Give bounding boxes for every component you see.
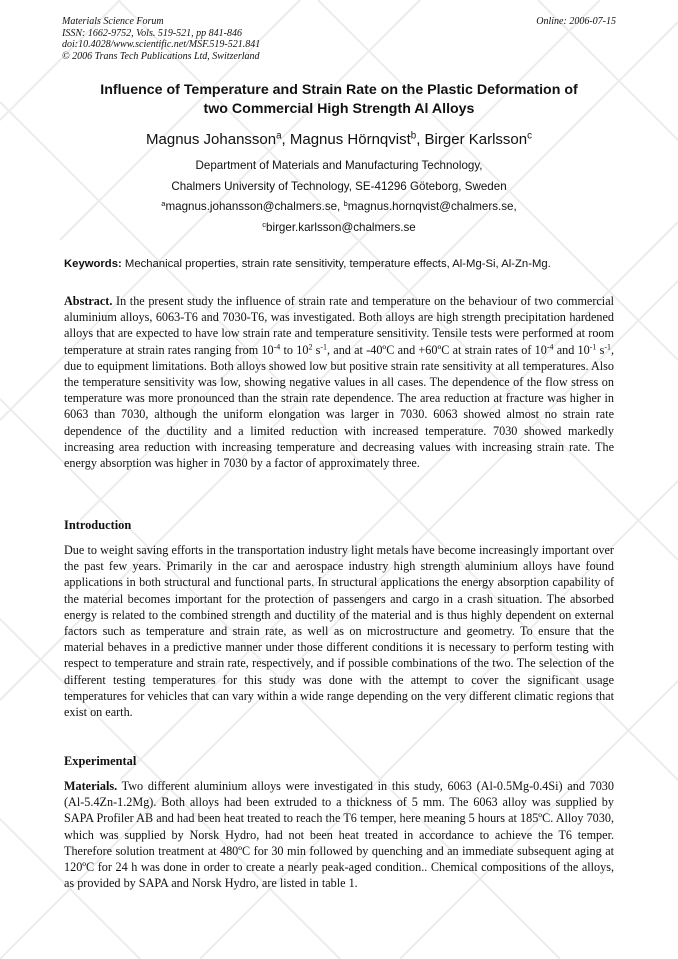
journal-header	[62, 16, 260, 62]
superscript: -4	[546, 342, 554, 352]
abstract-text: s	[596, 342, 605, 357]
superscript: -1	[604, 342, 611, 352]
affiliation-university: Chalmers University of Technology, SE-41296 Göteborg, Sweden	[171, 180, 507, 193]
issn-line: ISSN: 1662-9752, Vols. 519-521, pp 841-846	[62, 27, 242, 39]
abstract-label: Abstract.	[64, 294, 113, 308]
abstract-text: , and at -40ºC and +60ºC at strain rates of 10	[327, 342, 547, 357]
experimental-heading: Experimental	[64, 754, 137, 768]
author-affil-mark: c	[527, 130, 532, 142]
abstract-paragraph	[64, 293, 614, 471]
journal-name: Materials Science Forum	[62, 16, 164, 27]
keywords-label: Keywords:	[64, 258, 122, 270]
affiliation-department: Department of Materials and Manufacturing Technology,	[195, 159, 483, 172]
author-list	[62, 131, 616, 148]
copyright-line: © 2006 Trans Tech Publications Ltd, Switzerland	[62, 50, 260, 62]
online-date: Online: 2006-07-15	[536, 16, 616, 27]
author-affil-mark: b	[410, 130, 417, 142]
title-line-1: Influence of Temperature and Strain Rate on the Plastic Deformation of	[100, 82, 578, 98]
superscript: -1	[320, 342, 328, 352]
abstract-text: s	[312, 342, 321, 357]
email-mark: a	[161, 198, 166, 208]
abstract-text: , due to equipment limitations. Both alloys showed low but positive strain rate sensitivity at all temperatures. Also the temperature sensitivity was low, showing negative values in all cases. The dependence of the flow stress on temperature was more pronounced than the strain rate dependence. The area reduction at fracture was higher in 6063 than 7030, although the uniform elongation was larger in 7030. 6063 showed almost no strain rate dependence of the ductility and a limited reduction with increased temperature. 7030 showed markedly increasing area reduction with increasing temperature and decreasing values with increasing strain rate. The energy absorption was higher in 7030 by a factor of approximately three.	[64, 342, 614, 471]
keywords-text: Mechanical properties, strain rate sensitivity, temperature effects, Al-Mg-Si, Al-Zn-Mg.	[121, 258, 551, 270]
materials-text: Two different aluminium alloys were investigated in this study, 6063 (Al-0.5Mg-0.4Si) and 7030 (Al-5.4Zn-1.2Mg). Both alloys had been extruded to a thickness of 5 mm. The 6063 alloy was supplied by SAPA Profiler AB and had been heat treated to reach the T6 temper, here meaning 5 hours at 185ºC. Alloy 7030, which was supplied by Norsk Hydro, had not been heat treated in accordance to achieve the T6 temper. Therefore solution treatment at 480ºC for 30 min followed by quenching and an immediate subsequent aging at 120ºC for 24 h was done in order to create a nearly peak-aged condition.. Chemical compositions of the alloys, as provided by SAPA and Norsk Hydro, are listed in table 1.	[64, 779, 614, 891]
introduction-paragraph: Due to weight saving efforts in the transportation industry light metals have become increasingly important over the past few years. Primarily in the car and aerospace industry high strength aluminium alloys have found applications in both structural and functional parts. In structural applications the energy absorption capability of the material becomes important for the protection of passengers and cargo in a crash situation. The absorbed energy is related to the combined strength and ductility of the material and is thus highly dependent on external factors such as temperature and strain rate, as well as on microstructure and geometry. To ensure that the material behaves in a predictive manner under those different conditions it is necessary to perform testing with respect to temperature and strain rate, respectively, and if possible combinations of the two. The selection of the different testing temperatures for this study was done with the attempt to cover the significant usage temperatures for vehicles that can vary within a wide range depending on the very different climatic regions that exist on earth.	[64, 543, 614, 720]
title-line-2: two Commercial High Strength Al Alloys	[203, 101, 475, 117]
author-name: , Birger Karlsson	[416, 131, 528, 148]
superscript: 2	[308, 342, 313, 352]
introduction-heading: Introduction	[64, 518, 132, 532]
superscript: -1	[589, 342, 597, 352]
abstract-text: and 10	[553, 342, 590, 357]
paper-title	[62, 81, 616, 119]
email-line	[62, 200, 616, 213]
abstract-text: In the present study the influence of strain rate and temperature on the behaviour of two commercial aluminium alloys, 6063-T6 and 7030-T6, was investigated. Both alloys are high strength precipitation hardened alloys that are expected to have low strain rate and temperature sensitivity. Tensile tests were performed at room temperature at strain rates ranging from 10	[64, 294, 614, 357]
email-link[interactable]: birger.karlsson@chalmers.se	[266, 221, 416, 234]
materials-paragraph	[64, 778, 614, 891]
email-line	[62, 221, 616, 234]
email-mark: b	[343, 198, 348, 208]
email-mark: c	[262, 219, 267, 229]
abstract-text: to 10	[280, 342, 309, 357]
superscript: -4	[273, 342, 281, 352]
author-affil-mark: a	[276, 130, 282, 142]
keywords	[64, 258, 618, 270]
email-link[interactable]: magnus.johansson@chalmers.se,	[165, 200, 344, 213]
author-name: , Magnus Hörnqvist	[281, 131, 411, 148]
author-name: Magnus Johansson	[146, 131, 277, 148]
doi-line: doi:10.4028/www.scientific.net/MSF.519-521.841	[62, 39, 261, 51]
email-link[interactable]: magnus.hornqvist@chalmers.se,	[347, 200, 517, 213]
materials-label: Materials.	[64, 779, 118, 793]
